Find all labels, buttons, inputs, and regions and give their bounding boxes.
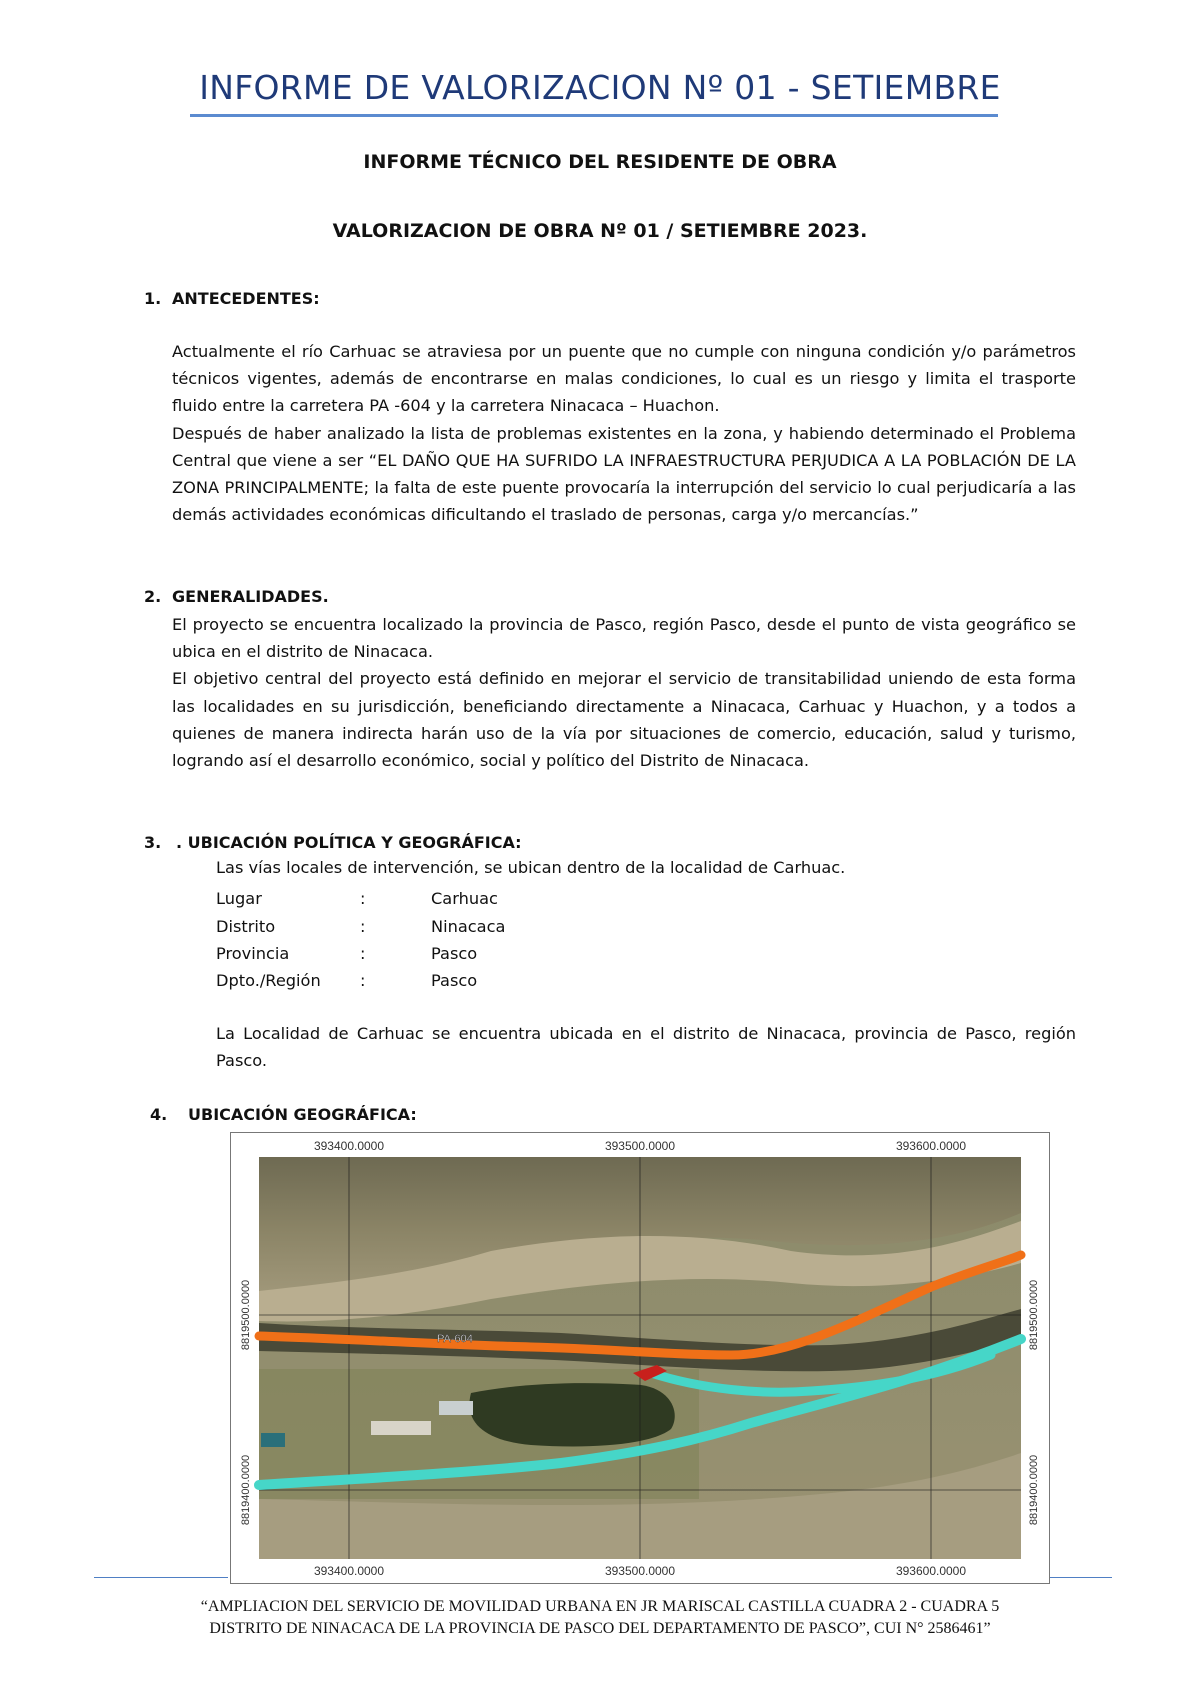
section-number: 4. bbox=[150, 1105, 168, 1124]
x-tick-label: 393400.0000 bbox=[313, 1139, 385, 1153]
location-table bbox=[216, 885, 505, 995]
location-label: Lugar bbox=[216, 889, 262, 909]
location-row bbox=[216, 967, 505, 994]
section-number: 3. bbox=[144, 833, 162, 852]
location-row bbox=[216, 912, 505, 939]
location-note: La Localidad de Carhuac se encuentra ubicada en el distrito de Ninacaca, provincia de Pasco, región Pasco. bbox=[216, 1024, 1076, 1071]
page-footer bbox=[0, 1596, 1200, 1640]
footer-rule-left bbox=[94, 1577, 228, 1578]
section-heading-ubicacion-geografica bbox=[150, 1105, 417, 1124]
footer-line: “AMPLIACION DEL SERVICIO DE MOVILIDAD URBANA EN JR MARISCAL CASTILLA CUADRA 2 - CUADRA 5 bbox=[200, 1598, 1000, 1615]
title-underline bbox=[190, 114, 998, 117]
location-separator: : bbox=[360, 889, 366, 909]
section-heading-ubicacion-politica bbox=[144, 833, 522, 852]
y-tick-label: 8819500.0000 bbox=[1028, 1279, 1040, 1351]
x-tick-label: 393600.0000 bbox=[895, 1564, 967, 1578]
report-subtitle: INFORME TÉCNICO DEL RESIDENTE DE OBRA bbox=[363, 151, 837, 173]
generalidades-text bbox=[172, 611, 1076, 774]
section-title: GENERALIDADES. bbox=[172, 587, 329, 606]
section-title: . UBICACIÓN POLÍTICA Y GEOGRÁFICA: bbox=[176, 833, 522, 852]
x-tick-label: 393400.0000 bbox=[313, 1564, 385, 1578]
antecedentes-text bbox=[172, 338, 1076, 528]
valorization-subtitle: VALORIZACION DE OBRA Nº 01 / SETIEMBRE 2023. bbox=[332, 220, 868, 242]
section-title: ANTECEDENTES: bbox=[172, 289, 320, 308]
paragraph: Actualmente el río Carhuac se atraviesa por un puente que no cumple con ninguna condición y/o parámetros técnicos vigentes, además de encontrarse en malas condiciones, lo cual es un riesgo y limita el trasporte fluido entre la carretera PA -604 y la carretera Ninacaca – Huachon. bbox=[172, 342, 1076, 416]
footer-line: DISTRITO DE NINACACA DE LA PROVINCIA DE PASCO DEL DEPARTAMENTO DE PASCO”, CUI N° 2586461” bbox=[209, 1620, 991, 1637]
paragraph: El proyecto se encuentra localizado la provincia de Pasco, región Pasco, desde el punto de vista geográfico se ubica en el distrito de Ninacaca. bbox=[172, 615, 1076, 662]
y-tick-label: 8819400.0000 bbox=[1028, 1454, 1040, 1526]
building bbox=[371, 1421, 431, 1435]
location-label: Dpto./Región bbox=[216, 971, 321, 991]
location-separator: : bbox=[360, 916, 366, 936]
location-value: Pasco bbox=[431, 971, 478, 991]
y-tick-label: 8819400.0000 bbox=[240, 1454, 252, 1526]
x-tick-label: 393500.0000 bbox=[604, 1564, 676, 1578]
section-heading-generalidades bbox=[144, 587, 329, 606]
location-value: Ninacaca bbox=[431, 916, 506, 936]
x-tick-label: 393600.0000 bbox=[895, 1139, 967, 1153]
section-heading-antecedentes bbox=[144, 289, 320, 308]
y-tick-label: 8819500.0000 bbox=[240, 1279, 252, 1351]
building bbox=[439, 1401, 473, 1415]
location-intro: Las vías locales de intervención, se ubican dentro de la localidad de Carhuac. bbox=[216, 858, 846, 877]
paragraph: El objetivo central del proyecto está definido en mejorar el servicio de transitabilidad uniendo de esta forma las localidades en su jurisdicción, beneficiando directamente a Ninacaca, Carhuac y Huachon, y a todos a quienes de manera indirecta harán uso de la vía por situaciones de comercio, educación, salud y turismo, logrando así el desarrollo económico, social y político del Distrito de Ninacaca. bbox=[172, 669, 1076, 771]
location-separator: : bbox=[360, 971, 366, 991]
section-number: 1. bbox=[144, 289, 162, 308]
building bbox=[261, 1433, 285, 1447]
location-value: Carhuac bbox=[431, 889, 498, 909]
location-label: Provincia bbox=[216, 943, 290, 963]
section-title: UBICACIÓN GEOGRÁFICA: bbox=[188, 1105, 417, 1124]
footer-rule-right bbox=[1050, 1577, 1112, 1578]
document-title: INFORME DE VALORIZACION Nº 01 - SETIEMBRE bbox=[199, 68, 1001, 107]
paragraph: Después de haber analizado la lista de problemas existentes en la zona, y habiendo determinado el Problema Central que viene a ser “EL DAÑO QUE HA SUFRIDO LA INFRAESTRUCTURA PERJUDICA A LA POBLACIÓN DE LA ZONA PRINCIPALMENTE; la falta de este puente provocaría la interrupción del servicio lo cual perjudicaría a las demás actividades económicas dificultando el traslado de personas, carga y/o mercancías.” bbox=[172, 423, 1076, 525]
location-row bbox=[216, 885, 505, 912]
location-map bbox=[230, 1132, 1050, 1584]
x-tick-label: 393500.0000 bbox=[604, 1139, 676, 1153]
location-separator: : bbox=[360, 943, 366, 963]
road-label: PA-604 bbox=[437, 1333, 473, 1345]
location-row bbox=[216, 940, 505, 967]
section-number: 2. bbox=[144, 587, 162, 606]
tree-grove bbox=[469, 1383, 674, 1446]
location-label: Distrito bbox=[216, 916, 276, 936]
location-value: Pasco bbox=[431, 943, 478, 963]
satellite-map-image bbox=[231, 1133, 1049, 1583]
